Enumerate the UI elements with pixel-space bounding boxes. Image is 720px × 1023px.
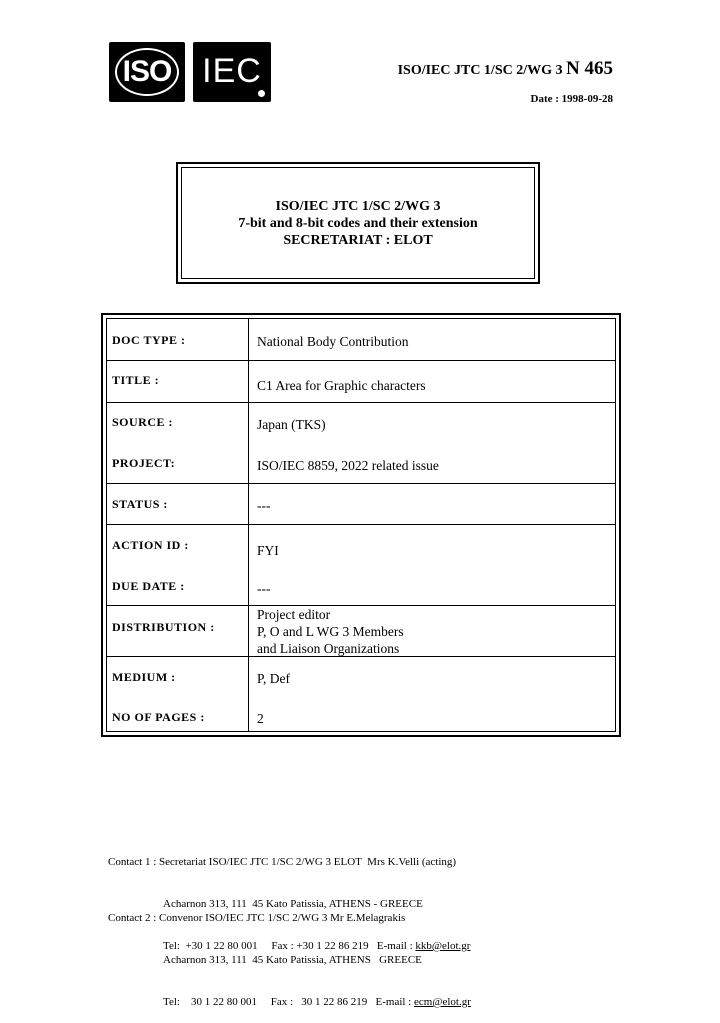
label-project: PROJECT:: [112, 456, 176, 470]
secretariat-line-1: ISO/IEC JTC 1/SC 2/WG 3: [275, 198, 441, 214]
contact-1-phone-fax: Tel: +30 1 22 80 001 Fax : +30 1 22 86 219 E-mail :: [163, 940, 416, 952]
label-distribution: DISTRIBUTION :: [112, 620, 215, 634]
contact-1-email-link[interactable]: kkb@elot.gr: [415, 940, 471, 952]
contact-2: [108, 883, 471, 1023]
row-medium-pages: [107, 656, 615, 735]
label-medium: MEDIUM :: [112, 670, 176, 684]
label-action-id: ACTION ID :: [112, 538, 189, 552]
value-title: C1 Area for Graphic characters: [257, 378, 426, 393]
contact-2-email-link[interactable]: ecm@elot.gr: [414, 996, 471, 1008]
iec-logo-dot: [258, 90, 265, 97]
iec-logo: [193, 42, 271, 102]
row-distribution: [107, 605, 615, 656]
label-title: TITLE :: [112, 373, 160, 387]
contact-2-line-2: Acharnon 313, 111 45 Kato Patissia, ATHENS GREECE: [163, 954, 422, 966]
contact-1-line-2: Acharnon 313, 111 45 Kato Patissia, ATHENS - GREECE: [163, 898, 423, 910]
document-info-table: [101, 313, 621, 737]
secretariat-box: [176, 162, 540, 284]
row-title: [107, 360, 615, 402]
iec-logo-text: IEC: [202, 52, 262, 90]
row-doc-type: [107, 319, 615, 360]
secretariat-box-inner: [181, 167, 535, 279]
document-date: Date : 1998-09-28: [530, 93, 613, 105]
iso-logo: [109, 42, 185, 102]
contact-2-line-3: [108, 995, 471, 1009]
row-status: [107, 483, 615, 524]
row-action-due: [107, 524, 615, 605]
secretariat-line-2: 7-bit and 8-bit codes and their extension: [238, 215, 478, 231]
contact-2-line-1: Contact 2 : Convenor ISO/IEC JTC 1/SC 2/WG 3 Mr E.Melagrakis: [108, 912, 406, 924]
contact-1-line-1: Contact 1 : Secretariat ISO/IEC JTC 1/SC 2/WG 3 ELOT Mrs K.Velli (acting): [108, 856, 457, 868]
value-distribution-line-3: and Liaison Organizations: [257, 641, 400, 656]
value-distribution-line-2: P, O and L WG 3 Members: [257, 624, 404, 639]
label-due-date: DUE DATE :: [112, 579, 185, 593]
document-reference: [398, 58, 613, 80]
value-status: ---: [257, 498, 271, 513]
value-action-id: FYI: [257, 543, 279, 558]
value-due-date: ---: [257, 581, 271, 596]
label-status: STATUS :: [112, 497, 168, 511]
value-project: ISO/IEC 8859, 2022 related issue: [257, 458, 439, 473]
value-source: Japan (TKS): [257, 417, 326, 432]
document-ref-prefix: ISO/IEC JTC 1/SC 2/WG 3: [397, 63, 563, 78]
row-source-project: [107, 402, 615, 483]
label-doc-type: DOC TYPE :: [112, 333, 186, 347]
secretariat-line-3: SECRETARIAT : ELOT: [283, 232, 433, 248]
value-medium: P, Def: [257, 671, 290, 686]
value-distribution-line-1: Project editor: [257, 607, 331, 622]
contact-2-phone-fax: Tel: 30 1 22 80 001 Fax : 30 1 22 86 219 E-mail :: [163, 996, 414, 1008]
value-no-of-pages: 2: [257, 711, 264, 726]
document-number: N 465: [566, 58, 613, 79]
iso-logo-text: ISO: [122, 55, 172, 88]
document-info-table-inner: [106, 318, 616, 732]
label-source: SOURCE :: [112, 415, 174, 429]
label-no-of-pages: NO OF PAGES :: [112, 710, 205, 724]
value-doc-type: National Body Contribution: [257, 334, 409, 349]
